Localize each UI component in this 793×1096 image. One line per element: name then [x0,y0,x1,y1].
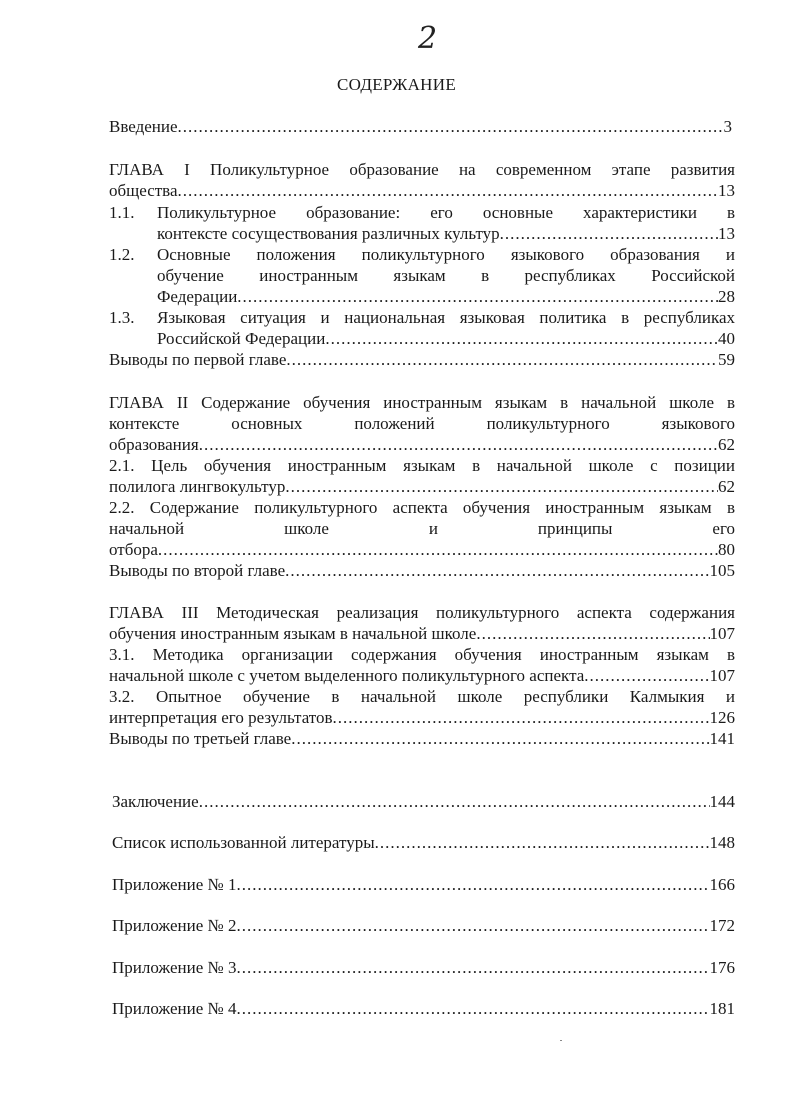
toc-section-2-1-line-1[interactable]: 2.1. Цель обучения иностранным языкам в начальной школе с позиции [109,456,735,475]
dot-leader [158,539,718,560]
toc-entry-label: Приложение № 1 [112,875,237,894]
dot-leader [236,874,709,895]
toc-entry-label: Список использованной литературы [112,833,375,852]
toc-entry-label: обучения иностранным языкам в начальной школе [109,624,477,643]
toc-page-number: 3 [723,117,732,136]
scan-speck [560,1040,562,1041]
toc-page-number: 62 [718,477,735,496]
toc-entry-appendix-1[interactable] [112,874,735,895]
toc-section-3-2-line-1[interactable]: 3.2. Опытное обучение в начальной школе республики Калмыкия и [109,687,735,706]
toc-entry-label: Введение [109,117,178,136]
toc-entry-introduction[interactable] [109,116,732,137]
toc-entry-label: Выводы по второй главе [109,561,286,580]
dot-leader [476,623,709,644]
dot-leader [199,434,718,455]
toc-section-1-2-line-2[interactable]: обучение иностранным языкам в республиках Российской [157,266,735,285]
toc-entry-label: Российской Федерации [157,329,326,348]
toc-entry-label: контексте сосуществования различных культур [157,224,500,243]
dot-leader [325,328,718,349]
toc-entry-label: полилога лингвокультур [109,477,286,496]
toc-page-number: 62 [718,435,735,454]
dot-leader [291,728,709,749]
toc-page-number: 141 [709,729,735,748]
handwritten-page-number: 2 [418,21,438,56]
section-number: 1.1. [109,203,135,222]
toc-entry-label: Выводы по третьей главе [109,729,292,748]
toc-chapter-1-conclusion[interactable] [109,349,735,370]
toc-chapter-2-conclusion[interactable] [109,560,735,581]
dot-leader [285,560,709,581]
toc-page-number: 59 [718,350,735,369]
toc-entry-label: Приложение № 2 [112,916,237,935]
toc-section-2-2-line-2[interactable]: начальной школе и принципы его [109,519,735,538]
toc-page-number: 148 [709,833,735,852]
toc-section-1-2-line-3[interactable] [157,286,735,307]
dot-leader [285,476,718,497]
toc-page-number: 105 [709,561,735,580]
toc-entry-label: образования [109,435,199,454]
dot-leader [286,349,718,370]
toc-page-number: 144 [709,792,735,811]
toc-chapter-3-conclusion[interactable] [109,728,735,749]
toc-entry-label: Выводы по первой главе [109,350,287,369]
toc-page-number: 107 [709,666,735,685]
toc-page-number: 28 [718,287,735,306]
toc-section-1-3-line-2[interactable] [157,328,735,349]
toc-section-1-1-line-1[interactable] [109,202,735,223]
toc-section-2-2-line-1[interactable]: 2.2. Содержание поликультурного аспекта обучения иностранным языкам в [109,498,735,517]
dot-leader [236,915,709,936]
toc-page-number: 176 [709,958,735,977]
toc-entry-label: Приложение № 4 [112,999,237,1018]
toc-page-number: 126 [709,708,735,727]
toc-chapter-1-line-2[interactable] [109,180,735,201]
toc-section-3-1-line-2[interactable] [109,665,735,686]
dot-leader [178,180,718,201]
toc-page-number: 13 [718,181,735,200]
toc-entry-appendix-2[interactable] [112,915,735,936]
toc-section-3-1-line-1[interactable]: 3.1. Методика организации содержания обучения иностранным языкам в [109,645,735,664]
dot-leader [500,223,718,244]
toc-entry-bibliography[interactable] [112,832,735,853]
dot-leader [237,286,718,307]
toc-page-number: 107 [709,624,735,643]
toc-entry-label: общества [109,181,178,200]
section-number: 1.3. [109,308,135,327]
toc-page-number: 13 [718,224,735,243]
toc-entry-label: Федерации [157,287,238,306]
toc-entry-label: Языковая ситуация и национальная языковая политика в республиках [157,308,735,327]
toc-entry-label: Поликультурное образование: его основные характеристики в [157,203,735,222]
toc-page-number: 172 [709,916,735,935]
toc-entry-conclusion[interactable] [112,791,735,812]
toc-section-2-1-line-2[interactable] [109,476,735,497]
dot-leader [333,707,710,728]
toc-section-3-2-line-2[interactable] [109,707,735,728]
toc-entry-label: отбора [109,540,158,559]
dot-leader [236,957,709,978]
toc-chapter-2-line-2[interactable]: контексте основных положений поликультурного языкового [109,414,735,433]
toc-entry-label: интерпретация его результатов [109,708,333,727]
toc-section-1-2-line-1[interactable] [109,244,735,265]
toc-chapter-3-line-2[interactable] [109,623,735,644]
dot-leader [236,998,709,1019]
toc-chapter-2-line-1[interactable]: ГЛАВА II Содержание обучения иностранным языкам в начальной школе в [109,393,735,412]
dot-leader [375,832,710,853]
toc-chapter-2-line-3[interactable] [109,434,735,455]
toc-section-2-2-line-3[interactable] [109,539,735,560]
toc-chapter-1-line-1[interactable]: ГЛАВА I Поликультурное образование на современном этапе развития [109,160,735,179]
toc-page-number: 80 [718,540,735,559]
toc-page-number: 40 [718,329,735,348]
toc-entry-label: Приложение № 3 [112,958,237,977]
dot-leader [178,116,724,137]
toc-chapter-3-line-1[interactable]: ГЛАВА III Методическая реализация поликультурного аспекта содержания [109,603,735,622]
toc-section-1-3-line-1[interactable] [109,307,735,328]
dot-leader [199,791,710,812]
toc-entry-appendix-3[interactable] [112,957,735,978]
toc-page-number: 181 [709,999,735,1018]
page-title: СОДЕРЖАНИЕ [336,75,457,94]
toc-entry-appendix-4[interactable] [112,998,735,1019]
dot-leader [584,665,709,686]
toc-page-number: 166 [709,875,735,894]
toc-entry-label: Заключение [112,792,199,811]
toc-section-1-1-line-2[interactable] [157,223,735,244]
toc-entry-label: начальной школе с учетом выделенного поликультурного аспекта [109,666,585,685]
section-number: 1.2. [109,245,135,264]
toc-entry-label: Основные положения поликультурного языкового образования и [157,245,735,264]
